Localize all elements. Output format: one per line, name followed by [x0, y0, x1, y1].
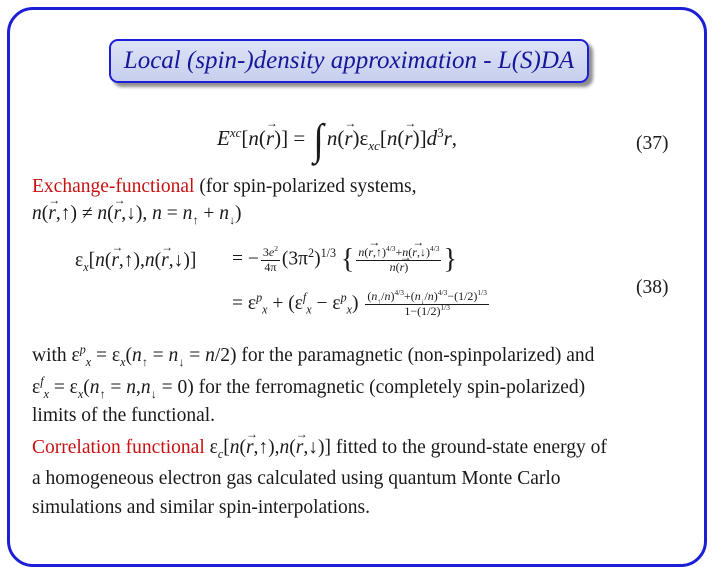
correlation-line: Correlation functional $\varepsilon_c[n(\to$ r,↑),n(→ r,↓)] fitted to the ground-state energy of [32, 437, 607, 459]
correlation-text: fitted to the ground-state energy of [331, 437, 607, 458]
equation-38-line-1: $\varepsilon_x[n(\to$ r,↑),n(→ r,↓)] [75, 250, 196, 272]
limits-line: limits of the functional. [32, 405, 216, 426]
correlation-line-3: simulations and similar spin-interpolations. [32, 497, 370, 518]
spin-density-condition: n(→ r,↑) ≠ n(→ r,↓), $n = n_↑ + n_↓$) [32, 203, 241, 225]
slide-title-box [109, 39, 589, 83]
equation-37: $E^{xc}[n(\to r)]$ = ∫ $n(\to r)\varepsilon_{xc}[n(\to r)]d^3r$, [217, 118, 457, 162]
exchange-line [32, 176, 416, 198]
ferromagnetic-text: for the ferromagnetic (completely spin-polarized) [193, 377, 586, 398]
correlation-functional-label: Correlation functional [32, 437, 205, 458]
ferromagnetic-line: $\varepsilon^f_x = \varepsilon_x(n_↑ = n,n_↓ = 0)$ for the ferromagnetic (completely spin-polarized) [32, 374, 586, 401]
exchange-functional-label: Exchange-functional [32, 176, 195, 197]
equation-38-line-2: = $\varepsilon^p_x + (\varepsilon^f_x - \varepsilon^p_x)$ $\frac{(n_↑/n)^{4/3}+(n_↓/n)^{4/3}-(1/2)^{1/3}}{1-(1/2)^{1/3}}$ [232, 288, 487, 318]
paramagnetic-line: with $\varepsilon^p_x = \varepsilon_x(n_↑ = n_↓ = n/2)$ for the paramagnetic (non-spinpolarized) and [32, 342, 595, 369]
equation-37-number: (37) [636, 133, 669, 154]
paramagnetic-text: for the paramagnetic (non-spinpolarized) and [236, 345, 595, 366]
equation-38-number: (38) [636, 277, 669, 298]
slide-title: Local (spin-)density approximation - L(S)DA [123, 47, 575, 74]
equation-38-line-1-rhs: = − $\frac{3e^2}{4\pi}$ $(3\pi^2)^{1/3}$ { $\frac{n(\to r,↑)^{4/3}+n(\to r,↓)^{4/3}}{n(\to r)}$ } [232, 244, 457, 276]
correlation-line-2: a homogeneous electron gas calculated using quantum Monte Carlo [32, 468, 561, 489]
exchange-functional-rest: (for spin-polarized systems, [194, 176, 417, 197]
